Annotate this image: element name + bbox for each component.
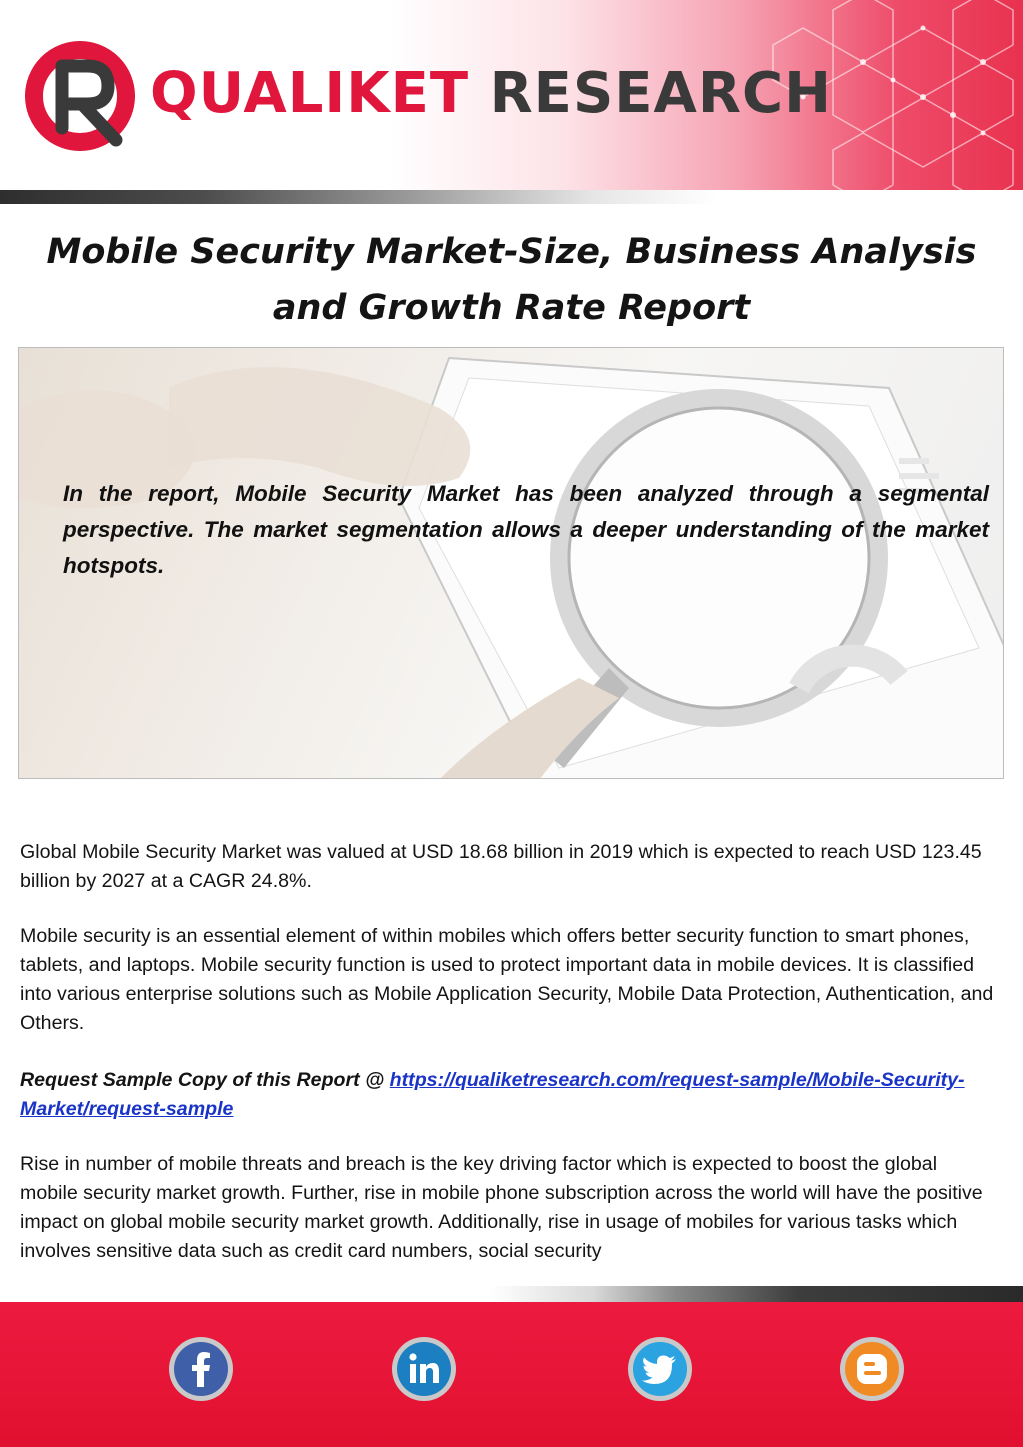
hero-summary-text: In the report, Mobile Security Market has been analyzed through a segmental perspective. The market segmentation allows a deeper understanding of the market hotspots.: [63, 481, 989, 578]
brand-name: [150, 62, 832, 126]
brand-name-part2: RESEARCH: [489, 61, 832, 126]
request-sample-link[interactable]: https://qualiketresearch.com/request-sample/Mobile-Security-Market/request-sample: [20, 1069, 965, 1120]
blogger-icon: [838, 1335, 906, 1403]
twitter-icon: [626, 1335, 694, 1403]
market-value-paragraph: Global Mobile Security Market was valued at USD 18.68 billion in 2019 which is expected to reach USD 123.45 billion by 2027 at a CAGR 24.8%.: [20, 841, 982, 892]
footer-divider-strip: [0, 1286, 1023, 1302]
facebook-button[interactable]: [167, 1335, 235, 1403]
qualiket-logo-icon: [22, 36, 142, 156]
blogger-button[interactable]: [838, 1335, 906, 1403]
request-sample-label: Request Sample Copy of this Report @: [20, 1069, 390, 1091]
header-banner: [0, 0, 1023, 190]
request-sample-paragraph: [20, 1066, 995, 1124]
twitter-button[interactable]: [626, 1335, 694, 1403]
brand-name-part1: QUALIKET: [150, 61, 470, 126]
definition-paragraph: Mobile security is an essential element of within mobiles which offers better security function to smart phones, tablets, and laptops. Mobile security function is used to protect important data in mobile devices. It is classified into various enterprise solutions such as Mobile Application Security, Mobile Data Protection, Authentication, and Others.: [20, 925, 994, 1034]
drivers-paragraph: Rise in number of mobile threats and breach is the key driving factor which is expected to boost the global mobile security market growth. Further, rise in mobile phone subscription across the world will have the positive impact on global mobile security market growth. Additionally, rise in usage of mobiles for various tasks which involves sensitive data such as credit card numbers, social security: [20, 1153, 983, 1262]
linkedin-button[interactable]: [390, 1335, 458, 1403]
header-divider-strip: [0, 190, 1023, 204]
facebook-icon: [167, 1335, 235, 1403]
hero-image-panel: [18, 347, 1004, 779]
page-title: Mobile Security Market-Size, Business Analysis and Growth Rate Report: [46, 232, 977, 328]
linkedin-icon: [390, 1335, 458, 1403]
